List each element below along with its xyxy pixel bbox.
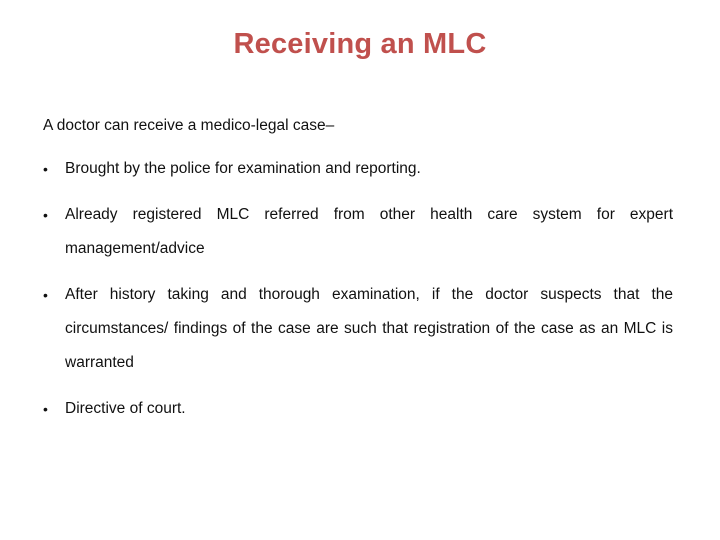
intro-text: A doctor can receive a medico-legal case–	[43, 117, 335, 134]
bullet-text: Brought by the police for examination and reporting.	[65, 160, 421, 177]
bullet-icon: •	[43, 207, 48, 223]
bullet-text: After history taking and thorough examination, if the doctor suspects that the circumstances/ findings of the case are such that registration of the case as an MLC is warranted	[65, 286, 673, 371]
bullet-icon: •	[43, 161, 48, 177]
bullet-list	[43, 152, 673, 438]
list-item	[43, 152, 673, 186]
list-item	[43, 198, 673, 266]
bullet-icon: •	[43, 401, 48, 417]
bullet-text: Directive of court.	[65, 400, 186, 417]
list-item	[43, 278, 673, 380]
bullet-text: Already registered MLC referred from other health care system for expert management/advice	[65, 206, 673, 257]
bullet-icon: •	[43, 287, 48, 303]
list-item	[43, 392, 673, 426]
slide-title: Receiving an MLC	[233, 28, 487, 60]
